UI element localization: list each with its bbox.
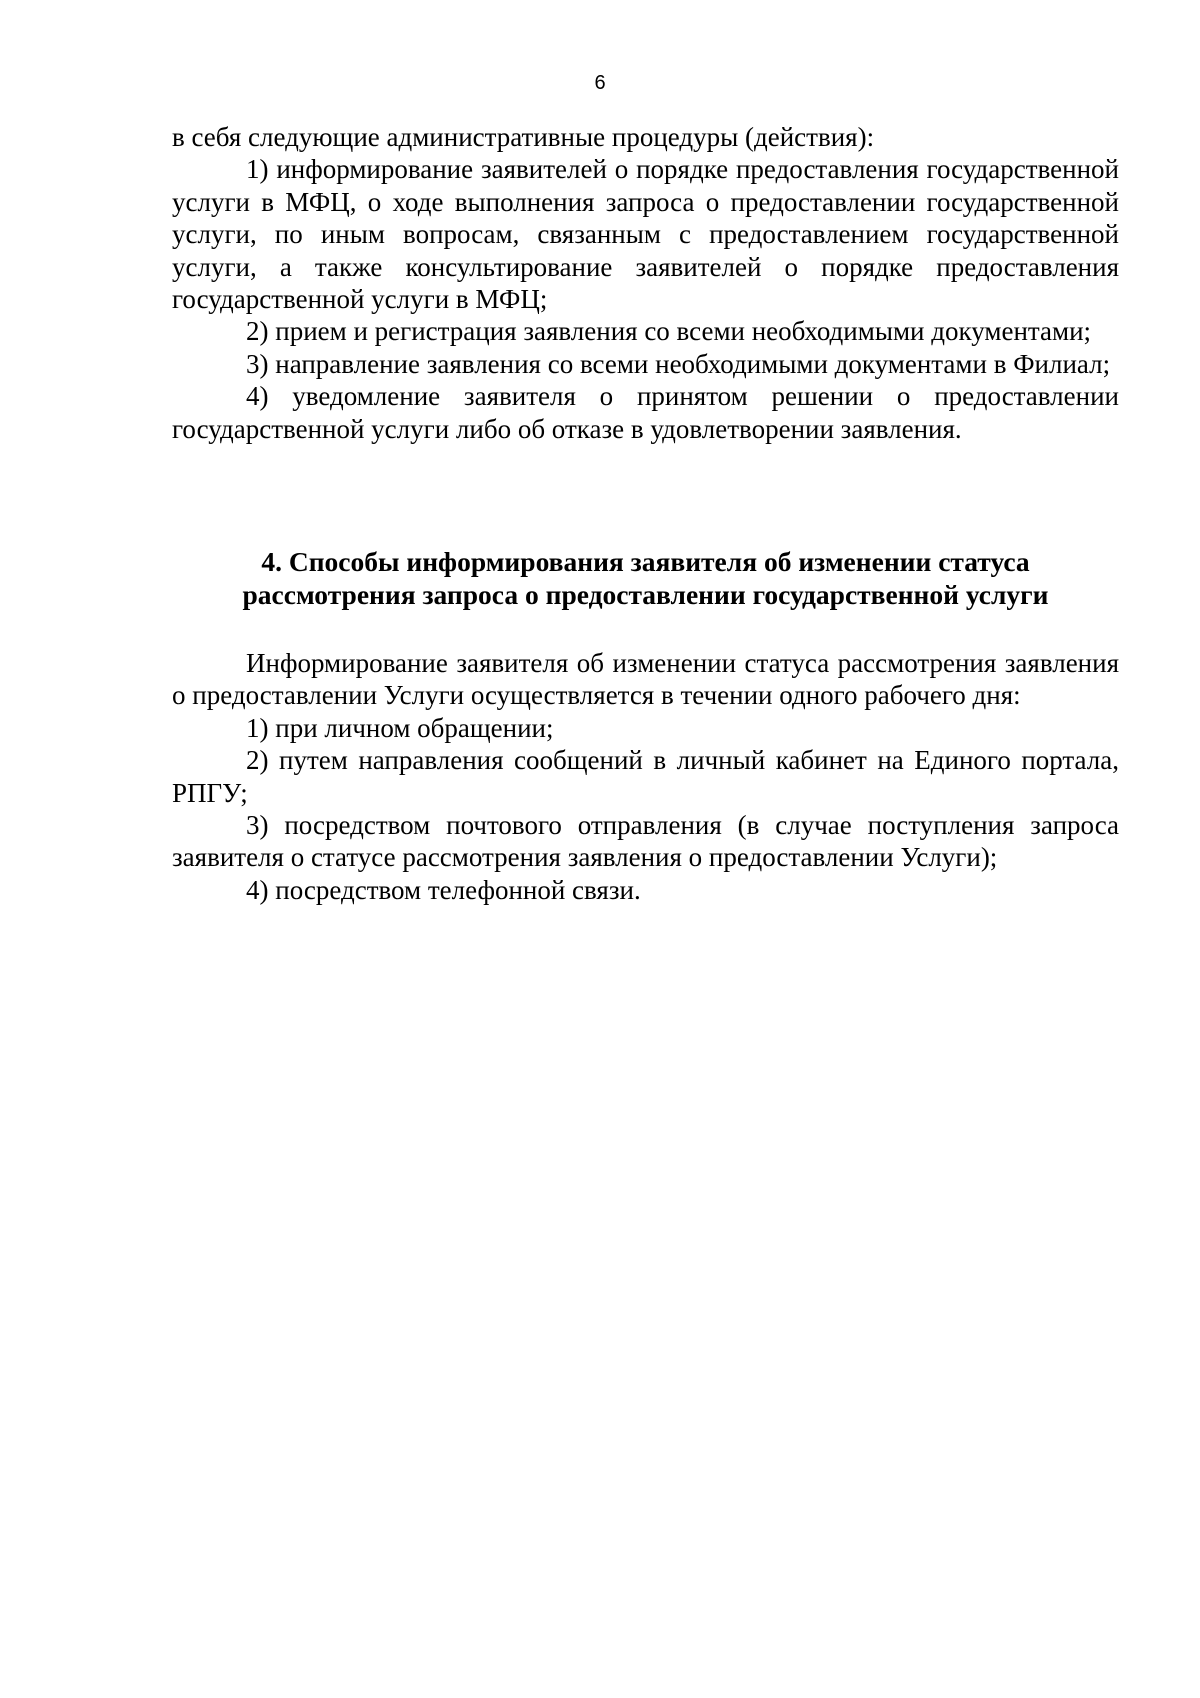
notification-method-4: 4) посредством телефонной связи. [246,874,641,905]
procedures-list [172,121,1119,445]
section-4-heading-line-1: 4. Способы информирования заявителя об изменении статуса [261,546,1030,577]
section-4-heading [172,546,1119,611]
procedure-item-2: 2) прием и регистрация заявления со всеми необходимыми документами; [246,316,1092,347]
section-4-intro-paragraph: Информирование заявителя об изменении статуса рассмотрения заявления о предоставлении Услуги осуществляется в течении одного рабочего дня: [172,648,1119,711]
notification-method-3: 3) посредством почтового отправления (в случае поступления запроса заявителя о статусе рассмотрения заявления о предоставлении Услуги); [172,810,1119,873]
notification-method-1: 1) при личном обращении; [246,712,554,743]
page-number: 6 [594,72,606,94]
section-4-heading-line-2: рассмотрения запроса о предоставлении государственной услуги [242,578,1049,610]
procedures-intro-continuation: в себя следующие административные процедуры (действия): [172,122,875,152]
notification-method-2: 2) путем направления сообщений в личный кабинет на Единого портала, РПГУ; [172,745,1119,808]
procedure-item-1: 1) информирование заявителей о порядке предоставления государственной услуги в МФЦ, о ходе выполнения запроса о предоставлении государственной услуги, по иным вопросам, связанным с предоставлением государственной услуги, а также консультирование заявителей о порядке предоставления государственной услуги в МФЦ; [172,154,1119,315]
section-4-body [172,647,1119,906]
procedure-item-4: 4) уведомление заявителя о принятом решении о предоставлении государственной услуги либо об отказе в удовлетворении заявления. [172,381,1119,444]
procedure-item-3: 3) направление заявления со всеми необходимыми документами в Филиал; [246,348,1111,379]
